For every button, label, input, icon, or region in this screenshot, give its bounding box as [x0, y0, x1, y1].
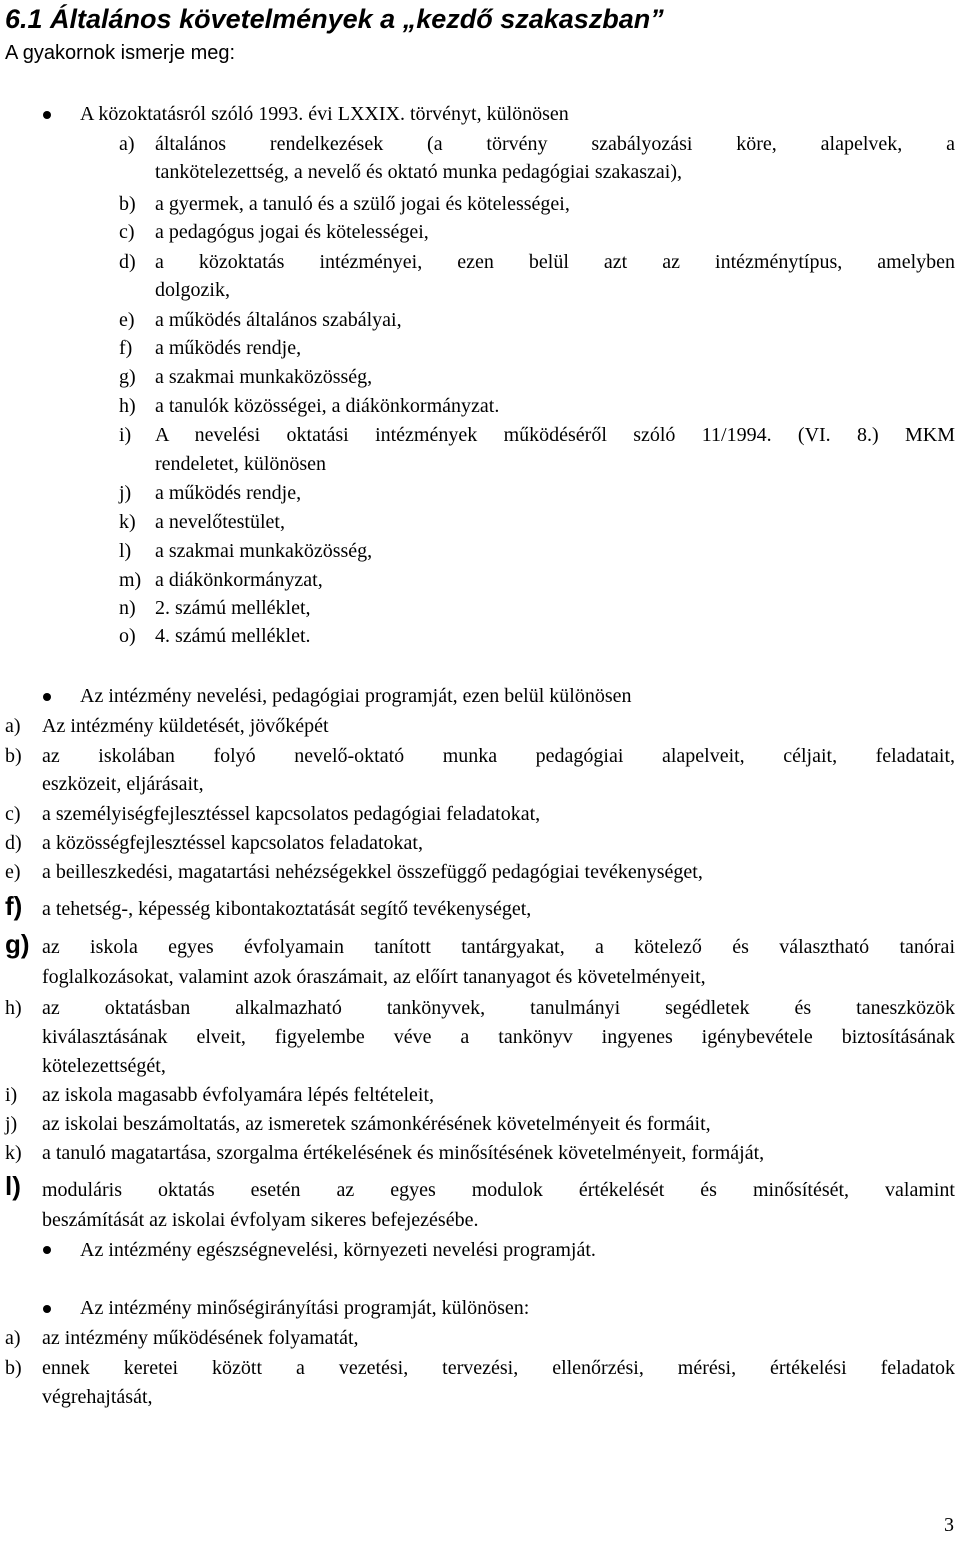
list-marker: a) [5, 1327, 21, 1349]
list-marker: i) [119, 424, 132, 446]
list-marker: f) [119, 337, 133, 359]
page-number: 3 [944, 1514, 954, 1536]
list-item-text: a működés rendje, [155, 337, 302, 359]
list-item-text: az iskola magasabb évfolyamára lépés feltételeit, [42, 1084, 435, 1106]
list-marker: g) [5, 929, 30, 959]
list-item-text: a tanuló magatartása, szorgalma értékelésének és minősítésének követelményeit, formáját, [42, 1142, 765, 1164]
list-marker: o) [119, 625, 136, 647]
list-item-text: az iskolai beszámoltatás, az ismeretek számonkérésének követelményeit és formáit, [42, 1113, 711, 1135]
list-item-text: az iskola egyes évfolyamain tanított tantárgyakat, a kötelező és választható tanórai [42, 936, 955, 958]
bullet-text: Az intézmény egészségnevelési, környezeti nevelési programját. [80, 1239, 596, 1261]
bullet-icon [43, 1246, 51, 1254]
list-marker: h) [5, 997, 22, 1019]
list-marker: k) [5, 1142, 22, 1164]
list-marker: l) [5, 1171, 21, 1201]
list-item-text: az oktatásban alkalmazható tankönyvek, tanulmányi segédletek és taneszközök [42, 997, 955, 1019]
list-marker: d) [119, 251, 136, 273]
list-item-text: eszközeit, eljárásait, [42, 773, 204, 795]
list-item-text: a szakmai munkaközösség, [155, 540, 373, 562]
list-marker: j) [119, 482, 132, 504]
bullet-icon [43, 111, 51, 119]
list-marker: h) [119, 395, 136, 417]
list-item-text: a személyiségfejlesztéssel kapcsolatos pedagógiai feladatokat, [42, 803, 541, 825]
list-item-text: a nevelőtestület, [155, 511, 285, 533]
list-marker: g) [119, 366, 136, 388]
list-marker: m) [119, 569, 142, 591]
list-item-text: kiválasztásának elveit, figyelembe véve a tankönyv ingyenes igénybevétele biztosításának [42, 1026, 955, 1048]
list-item-text: A nevelési oktatási intézmények működéséről szóló 11/1994. (VI. 8.) MKM [155, 424, 955, 446]
list-item-text: 4. számú melléklet. [155, 625, 311, 647]
bullet-icon [43, 693, 51, 701]
list-marker: a) [119, 133, 135, 155]
list-marker: c) [119, 221, 135, 243]
list-marker: d) [5, 832, 22, 854]
list-marker: e) [119, 309, 135, 331]
list-item-text: a működés általános szabályai, [155, 309, 402, 331]
list-marker: a) [5, 715, 21, 737]
list-item-text: a pedagógus jogai és kötelességei, [155, 221, 429, 243]
list-item-text: Az intézmény küldetését, jövőképét [42, 715, 329, 737]
list-item-text: a tanulók közösségei, a diákönkormányzat. [155, 395, 500, 417]
list-item-text: az intézmény működésének folyamatát, [42, 1327, 359, 1349]
intro-text: A gyakornok ismerje meg: [5, 42, 236, 64]
list-marker: n) [119, 597, 136, 619]
list-item-text: a szakmai munkaközösség, [155, 366, 373, 388]
bullet-text: Az intézmény nevelési, pedagógiai programját, ezen belül különösen [80, 685, 632, 707]
list-marker: f) [5, 891, 23, 921]
list-marker: i) [5, 1084, 18, 1106]
section-heading: 6.1 Általános követelmények a „kezdő szakaszban” [5, 4, 664, 34]
bullet-text: Az intézmény minőségirányítási programját, különösen: [80, 1297, 530, 1319]
bullet-icon [43, 1305, 51, 1313]
list-item-text: az iskolában folyó nevelő-oktató munka pedagógiai alapelveit, céljait, feladatait, [42, 745, 955, 767]
list-item-text: moduláris oktatás esetén az egyes modulok értékelését és minősítését, valamint [42, 1179, 955, 1201]
list-item-text: a közösségfejlesztéssel kapcsolatos feladatokat, [42, 832, 423, 854]
list-item-text: a diákönkormányzat, [155, 569, 323, 591]
list-marker: k) [119, 511, 136, 533]
list-marker: b) [119, 193, 136, 215]
list-item-text: végrehajtását, [42, 1386, 153, 1408]
list-item-text: a közoktatás intézményei, ezen belül azt az intézménytípus, amelyben [155, 251, 955, 273]
list-item-text: ennek keretei között a vezetési, tervezési, ellenőrzési, mérési, értékelési feladatok [42, 1357, 955, 1379]
list-item-text: dolgozik, [155, 279, 230, 301]
list-marker: b) [5, 745, 22, 767]
list-item-text: általános rendelkezések (a törvény szabályozási köre, alapelvek, a [155, 133, 955, 155]
list-item-text: beszámítását az iskolai évfolyam sikeres befejezésébe. [42, 1209, 479, 1231]
list-item-text: 2. számú melléklet, [155, 597, 311, 619]
list-item-text: a működés rendje, [155, 482, 302, 504]
list-item-text: kötelezettségét, [42, 1055, 166, 1077]
bullet-text: A közoktatásról szóló 1993. évi LXXIX. törvényt, különösen [80, 103, 569, 125]
list-marker: c) [5, 803, 21, 825]
list-marker: e) [5, 861, 21, 883]
list-marker: j) [5, 1113, 18, 1135]
list-item-text: a beilleszkedési, magatartási nehézségekkel összefüggő pedagógiai tevékenységet, [42, 861, 703, 883]
list-item-text: foglalkozásokat, valamint azok óraszámait, az előírt tananyagot és követelményeit, [42, 966, 706, 988]
list-item-text: tankötelezettség, a nevelő és oktató munka pedagógiai szakaszai), [155, 161, 683, 183]
list-item-text: rendeletet, különösen [155, 453, 327, 475]
list-marker: l) [119, 540, 132, 562]
list-marker: b) [5, 1357, 22, 1379]
list-item-text: a gyermek, a tanuló és a szülő jogai és kötelességei, [155, 193, 570, 215]
list-item-text: a tehetség-, képesség kibontakoztatását segítő tevékenységet, [42, 898, 532, 920]
